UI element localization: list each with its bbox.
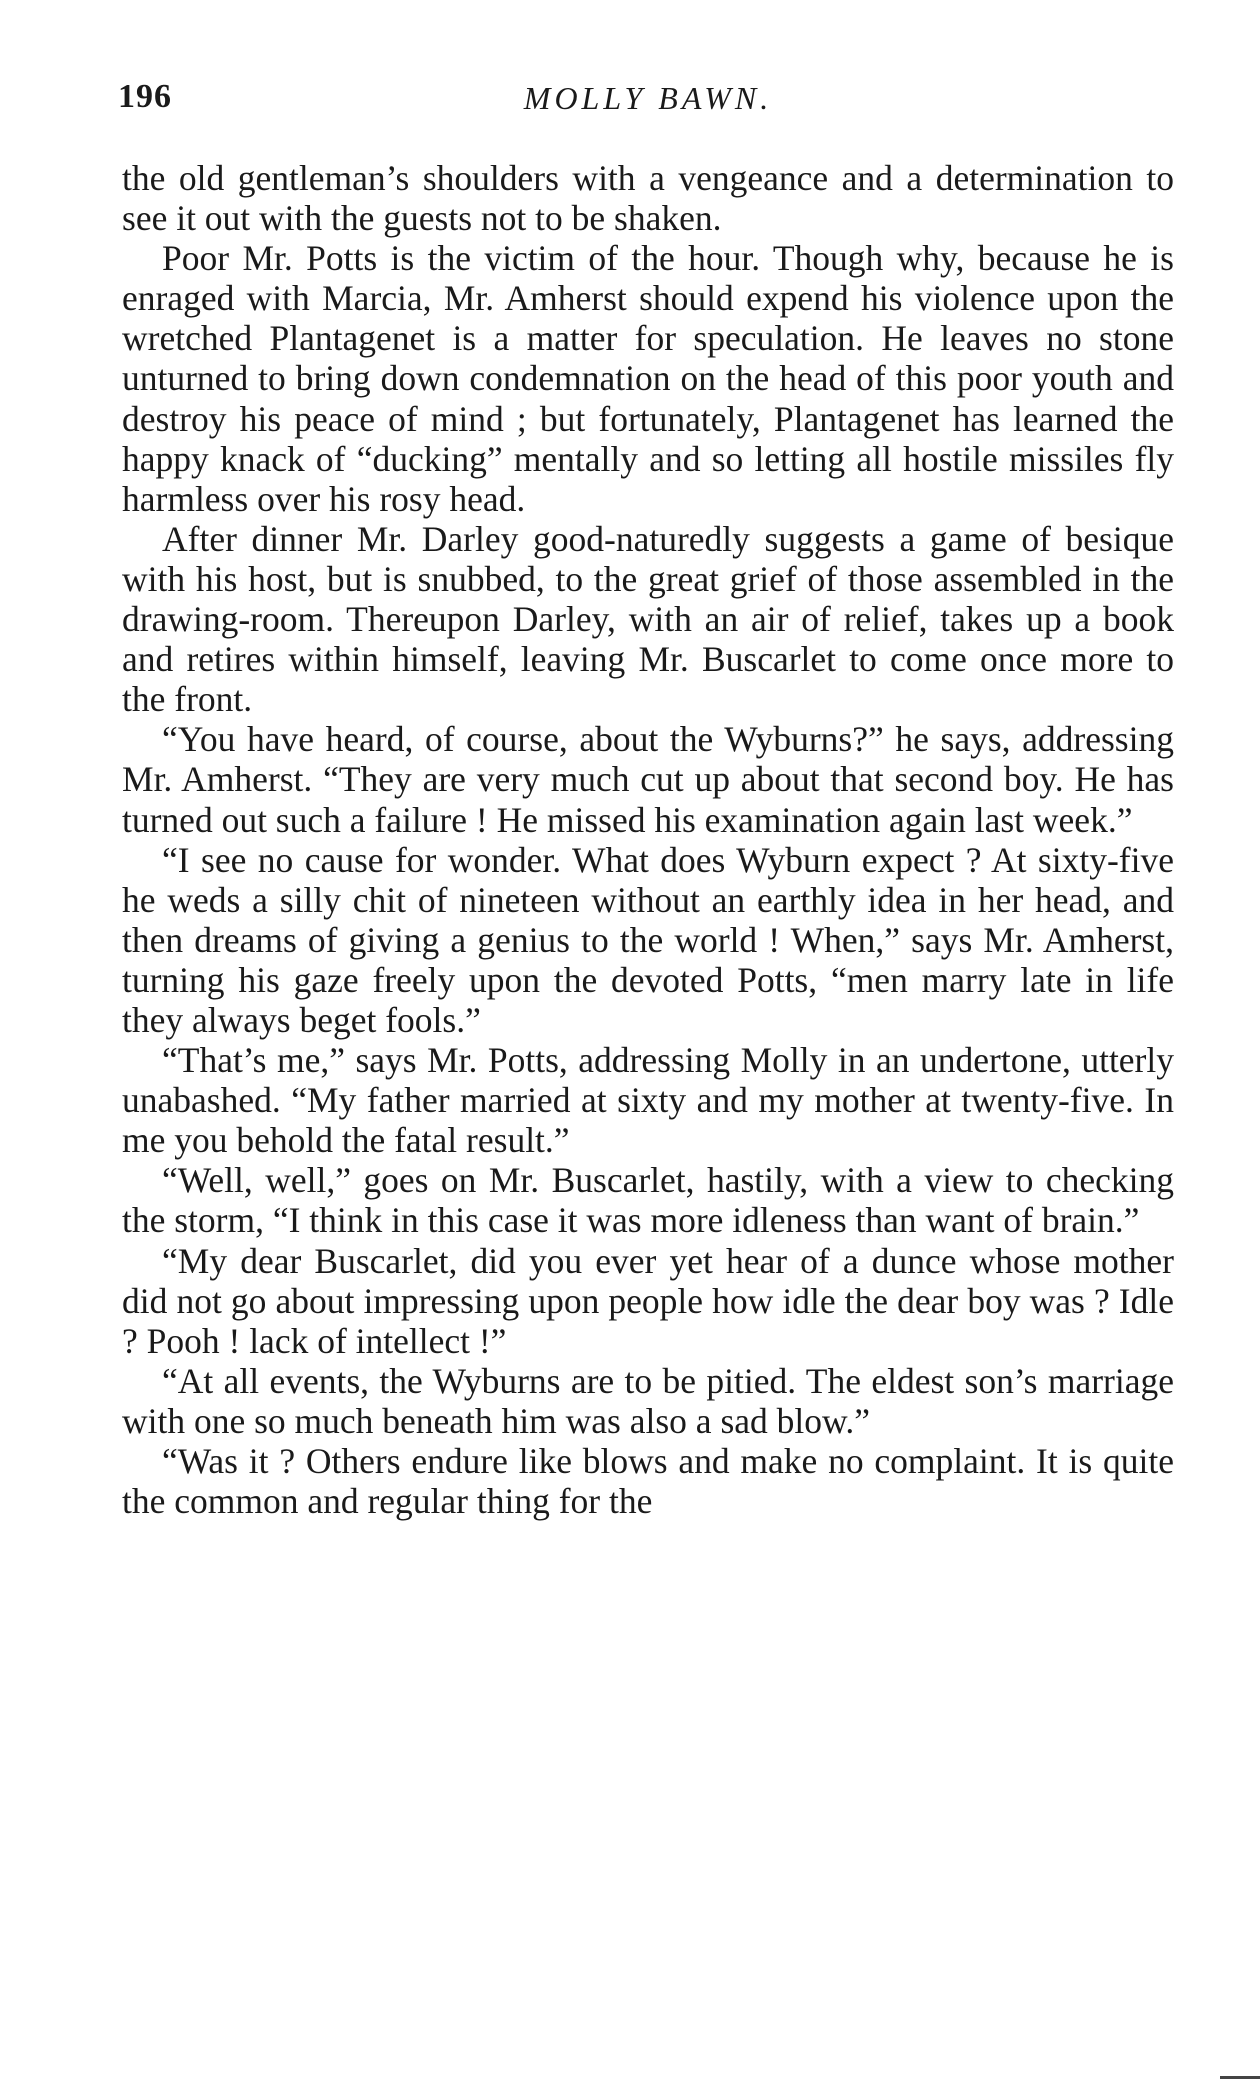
paragraph: “At all events, the Wyburns are to be pitied. The eldest son’s marriage with one so much beneath him was also a sad blow.”: [122, 1360, 1174, 1441]
paragraph: Poor Mr. Potts is the victim of the hour. Though why, because he is enraged with Marcia, Mr. Amherst should expend his violence upon the wretched Plantagenet is a matter for speculation. He leaves no stone unturned to bring down condemnation on the head of this poor youth and destroy his peace of mind ; but fortunately, Plantagenet has learned the happy knack of “ducking” mentally and so letting all hostile missiles fly harmless over his rosy head.: [122, 238, 1174, 519]
paragraph: “I see no cause for wonder. What does Wyburn expect ? At sixty-five he weds a silly chit of nineteen without an earthly idea in her head, and then dreams of giving a genius to the world ! When,” says Mr. Amherst, turning his gaze freely upon the devoted Potts, “men marry late in life they always beget fools.”: [122, 839, 1174, 1040]
paragraph: “Well, well,” goes on Mr. Buscarlet, hastily, with a view to checking the storm, “I think in this case it was more idleness than want of brain.”: [122, 1160, 1174, 1241]
page-number: 196: [118, 78, 172, 115]
paragraph: After dinner Mr. Darley good-naturedly suggests a game of besique with his host, but is snubbed, to the great grief of those assembled in the drawing-room. Thereupon Darley, with an air of relief, takes up a book and retires within himself, leaving Mr. Buscarlet to come once more to the front.: [122, 518, 1174, 720]
body-text: [122, 158, 1174, 1521]
paragraph: “Was it ? Others endure like blows and make no complaint. It is quite the common and regular thing for the: [122, 1441, 1174, 1522]
paragraph: “You have heard, of course, about the Wyburns?” he says, addressing Mr. Amherst. “They are very much cut up about that second boy. He has turned out such a failure ! He missed his examination again last week.”: [122, 719, 1174, 840]
page-header: [118, 78, 1178, 128]
paragraph: “My dear Buscarlet, did you ever yet hear of a dunce whose mother did not go about impressing upon people how idle the dear boy was ? Idle ? Pooh ! lack of intellect !”: [122, 1240, 1174, 1361]
edge-mark: [1220, 2076, 1260, 2079]
running-title: MOLLY BAWN.: [523, 80, 773, 116]
paragraph: “That’s me,” says Mr. Potts, addressing Molly in an undertone, utterly unabashed. “My father married at sixty and my mother at twenty-five. In me you behold the fatal result.”: [122, 1040, 1174, 1161]
paragraph: the old gentleman’s shoulders with a vengeance and a determination to see it out with the guests not to be shaken.: [122, 158, 1174, 239]
